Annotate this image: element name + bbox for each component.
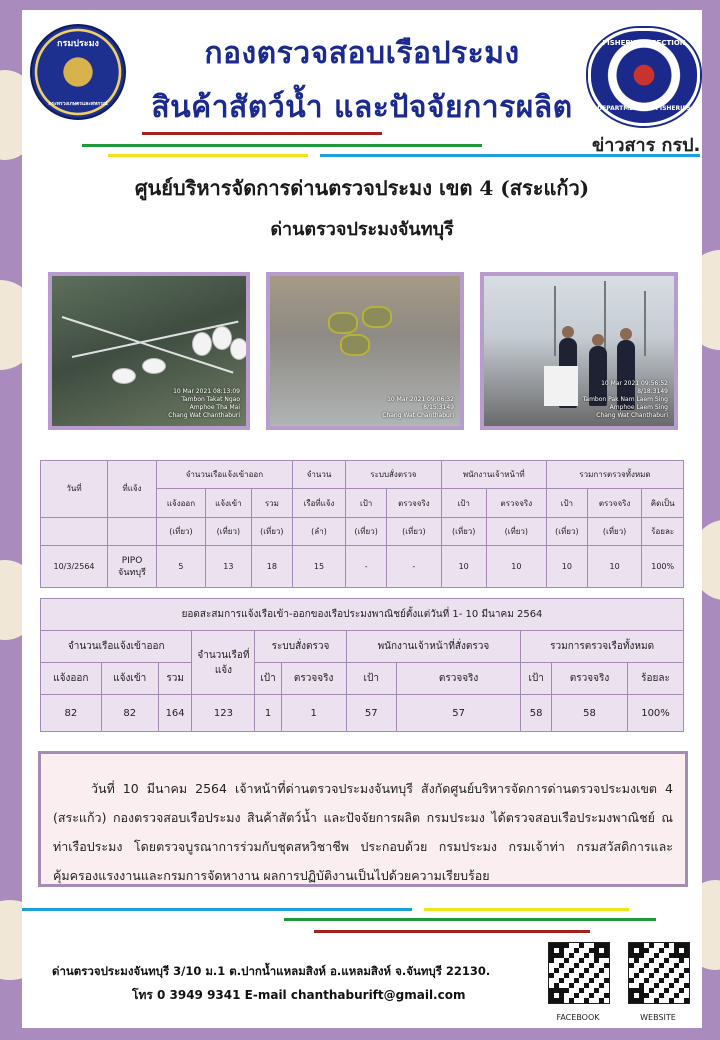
cell-sys-target: 1 [255, 695, 281, 732]
net-float [142, 358, 166, 374]
qr-module [684, 998, 689, 1003]
qr-module [639, 998, 644, 1003]
header-officer-group: พนักงานเจ้าหน้าที่ [441, 461, 546, 489]
qr-module [649, 988, 654, 993]
qr-module [674, 978, 679, 983]
photo-timestamp: 10 Mar 2021 08:13:09 Tambon Takat Ngao Amphoe Tha Mai Chang Wat Chanthaburi [168, 388, 240, 419]
qr-module [679, 958, 684, 963]
header-off-target: เป้า [441, 489, 486, 517]
cell-in: 82 [101, 695, 158, 732]
decor-line-red [142, 132, 382, 135]
qr-module [684, 953, 689, 958]
unit-cell: ร้อยละ [642, 517, 684, 545]
qr-module [659, 963, 664, 968]
qr-module [664, 943, 669, 948]
photo-inspection-team [480, 272, 678, 430]
logo-right-bottom-text: DEPARTMENT OF FISHERIES [597, 105, 691, 112]
unit-cell [108, 517, 157, 545]
cell-off-actual: 10 [486, 546, 546, 588]
qr-module [654, 953, 659, 958]
header-title-line1: กองตรวจสอบเรือประมง [204, 36, 520, 71]
checkpoint-title: ด่านตรวจประมงจันทบุรี [270, 219, 454, 240]
cell-tot-target: 58 [521, 695, 552, 732]
header-sys-actual: ตรวจจริง [387, 489, 442, 517]
qr-module [569, 998, 574, 1003]
unit-cell: (ลำ) [292, 517, 345, 545]
table-title-row [41, 599, 684, 631]
decor-line-yellow [108, 154, 308, 157]
header-tot-target: เป้า [521, 663, 552, 695]
header-percent: คิดเป็น [642, 489, 684, 517]
qr-module [659, 948, 664, 953]
table-header-row [41, 663, 684, 695]
header-sys-actual: ตรวจจริง [281, 663, 346, 695]
net-float [230, 338, 248, 360]
qr-module [664, 958, 669, 963]
qr-module [649, 943, 654, 948]
header-off-actual: ตรวจจริง [486, 489, 546, 517]
person-head [562, 326, 574, 338]
cell-in: 13 [205, 546, 251, 588]
qr-module [584, 998, 589, 1003]
header-in: แจ้งเข้า [205, 489, 251, 517]
qr-module [589, 993, 594, 998]
department-of-fisheries-logo [30, 24, 126, 120]
header-off-actual: ตรวจจริง [396, 663, 520, 695]
qr-module [574, 963, 579, 968]
header-count: จำนวน [292, 461, 345, 489]
qr-module [574, 978, 579, 983]
qr-module [659, 978, 664, 983]
cell-tot-actual: 10 [587, 546, 642, 588]
logo-right-top-text: FISHERY INSPECTION [602, 39, 686, 47]
cell-out: 5 [157, 546, 206, 588]
qr-module [594, 958, 599, 963]
boat-mast [554, 286, 556, 356]
cell-percent: 100% [628, 695, 684, 732]
table-header-row [41, 631, 684, 663]
qr-module [684, 983, 689, 988]
qr-module [559, 978, 564, 983]
cell-date: 10/3/2564 [41, 546, 108, 588]
footer-address: ด่านตรวจประมงจันทบุรี 3/10 ม.1 ต.ปากน้ำแหลมสิงห์ อ.แหลมสิงห์ จ.จันทบุรี 22130. [52, 964, 491, 978]
facebook-qr-label: FACEBOOK [556, 1013, 600, 1022]
cell-place-line1: PIPO [121, 555, 143, 566]
qr-module [674, 963, 679, 968]
unit-cell: (เที่ยว) [205, 517, 251, 545]
cell-tot-target: 10 [546, 546, 587, 588]
qr-module [649, 973, 654, 978]
qr-module [594, 988, 599, 993]
person-head [620, 328, 632, 340]
decor-line-green [82, 144, 482, 147]
header-total-group: รวมการตรวจเรือทั้งหมด [521, 631, 684, 663]
logo-left-top-text: กรมประมง [57, 39, 99, 49]
header-percent: ร้อยละ [628, 663, 684, 695]
cell-percent: 100% [642, 546, 684, 588]
facebook-qr-code[interactable] [548, 942, 610, 1004]
decor-line-green [284, 918, 656, 921]
qr-module [569, 953, 574, 958]
qr-module [634, 973, 639, 978]
qr-module [599, 983, 604, 988]
decor-line-blue [22, 908, 412, 911]
qr-module [664, 988, 669, 993]
header-total-group: รวมการตรวจทั้งหมด [546, 461, 683, 489]
qr-module [634, 958, 639, 963]
qr-module [564, 988, 569, 993]
qr-module [584, 983, 589, 988]
qr-module [564, 958, 569, 963]
header-date: วันที่ [41, 461, 108, 518]
cell-off-target: 10 [441, 546, 486, 588]
barrel [340, 334, 370, 356]
header-off-target: เป้า [346, 663, 396, 695]
qr-module [669, 983, 674, 988]
qr-module [579, 958, 584, 963]
unit-cell: (เที่ยว) [251, 517, 292, 545]
header-system-group: ระบบสั่งตรวจ [346, 461, 441, 489]
header-sys-target: เป้า [255, 663, 281, 695]
header-notify-group: จำนวนเรือแจ้งเข้าออก [157, 461, 293, 489]
qr-module [579, 988, 584, 993]
qr-module [604, 978, 609, 983]
qr-module [589, 978, 594, 983]
qr-module [579, 943, 584, 948]
table-units-row [41, 517, 684, 545]
header-place: ที่แจ้ง [108, 461, 157, 518]
qr-module [569, 983, 574, 988]
header-out: แจ้งออก [41, 663, 102, 695]
qr-module [559, 963, 564, 968]
unit-cell: (เที่ยว) [587, 517, 642, 545]
table-row [41, 546, 684, 588]
qr-module [629, 978, 634, 983]
header-officer-group: พนักงานเจ้าหน้าที่สั่งตรวจ [346, 631, 521, 663]
cumulative-table-title: ยอดสะสมการแจ้งเรือเข้า-ออกของเรือประมงพาณิชย์ตั้งแต่วันที่ 1- 10 มีนาคม 2564 [41, 599, 684, 631]
qr-module [604, 993, 609, 998]
header-title-line2: สินค้าสัตว์น้ำ และปัจจัยการผลิต [151, 90, 573, 125]
qr-module [644, 948, 649, 953]
header-tot-actual: ตรวจจริง [552, 663, 628, 695]
qr-module [629, 963, 634, 968]
header-in: แจ้งเข้า [101, 663, 158, 695]
fishery-inspection-logo [588, 28, 700, 126]
cell-sys-actual: - [387, 546, 442, 588]
boat-mast [644, 291, 646, 356]
qr-module [639, 968, 644, 973]
document-paper [544, 366, 578, 406]
photo-timestamp: 10 Mar 2021 09:06:32 8/15:3149 Chang Wat Chanthaburi [382, 396, 454, 419]
header-sum: รวม [158, 663, 192, 695]
decor-line-yellow [424, 908, 629, 911]
cell-sum: 18 [251, 546, 292, 588]
qr-module [664, 973, 669, 978]
qr-module [674, 993, 679, 998]
cell-out: 82 [41, 695, 102, 732]
qr-module [584, 953, 589, 958]
cell-off-actual: 57 [396, 695, 520, 732]
website-qr-code[interactable] [628, 942, 690, 1004]
photo-timestamp: 10 Mar 2021 09:56:52 8/18:3149 Tambon Pak Nam Laem Sing Amphoe Laem Sing Chang Wat Chanthaburi [582, 380, 668, 419]
header-out: แจ้งออก [157, 489, 206, 517]
content-sheet [22, 10, 702, 1028]
qr-module [644, 993, 649, 998]
cell-vessels: 123 [192, 695, 255, 732]
cell-sum: 164 [158, 695, 192, 732]
qr-module [549, 973, 554, 978]
unit-cell: (เที่ยว) [486, 517, 546, 545]
qr-module [599, 998, 604, 1003]
footer-contact: โทร 0 3949 9341 E-mail chanthaburift@gmail.com [132, 988, 466, 1002]
cumulative-inspection-table [40, 598, 684, 732]
qr-module [654, 968, 659, 973]
barrel [362, 306, 392, 328]
qr-module [569, 968, 574, 973]
qr-module [679, 973, 684, 978]
qr-module [554, 968, 559, 973]
cell-place-line2: จันทบุรี [118, 567, 146, 578]
qr-module [574, 993, 579, 998]
header-count2: เรือที่แจ้ง [292, 489, 345, 517]
qr-module [594, 973, 599, 978]
qr-module [669, 998, 674, 1003]
unit-cell: (เที่ยว) [387, 517, 442, 545]
header-sys-target: เป้า [346, 489, 387, 517]
cell-place [108, 546, 157, 588]
table-row [41, 695, 684, 732]
photo-fishing-net [48, 272, 250, 430]
header-system-group: ระบบสั่งตรวจ [255, 631, 346, 663]
photo-fish-hold [266, 272, 464, 430]
header-tot-target: เป้า [546, 489, 587, 517]
cell-off-target: 57 [346, 695, 396, 732]
qr-module [654, 983, 659, 988]
header-sum: รวม [251, 489, 292, 517]
qr-module [644, 978, 649, 983]
decor-line-red [314, 930, 590, 933]
qr-module [589, 963, 594, 968]
news-paragraph: วันที่ 10 มีนาคม 2564 เจ้าหน้าที่ด่านตรวจประมงจันทบุรี สังกัดศูนย์บริหารจัดการด่านตรวจประมงเขต 4 (สระแก้ว) กองตรวจสอบเรือประมง สินค้าสัตว์น้ำ และปัจจัยการผลิต กรมประมง ได้ตรวจสอบเรือประมงพาณิชย์ ณ ท่าเรือประมง โดยตรวจบูรณาการร่วมกับชุดสหวิชาชีพ ประกอบด้วย กรมประมง กรมเจ้าท่า กรมสวัสดิการและคุ้มครองแรงงานและกรมการจัดหางาน ผลการปฏิบัติงานเป็นไปด้วยความเรียบร้อย [38, 751, 688, 887]
cell-vessels: 15 [292, 546, 345, 588]
table-header-row [41, 461, 684, 489]
unit-cell [41, 517, 108, 545]
qr-module [604, 953, 609, 958]
qr-module [574, 948, 579, 953]
net-float [212, 326, 232, 350]
qr-module [669, 968, 674, 973]
qr-module [549, 958, 554, 963]
header-tot-actual: ตรวจจริง [587, 489, 642, 517]
qr-module [659, 993, 664, 998]
center-title: ศูนย์บริหารจัดการด่านตรวจประมง เขต 4 (สระแก้ว) [134, 176, 590, 200]
qr-module [639, 953, 644, 958]
qr-module [579, 973, 584, 978]
logo-left-bottom-text: กระทรวงเกษตรและสหกรณ์ [48, 101, 108, 107]
cell-sys-actual: 1 [281, 695, 346, 732]
qr-module [564, 973, 569, 978]
qr-module [604, 963, 609, 968]
qr-module [644, 963, 649, 968]
net-float [192, 332, 212, 356]
cell-sys-target: - [346, 546, 387, 588]
daily-inspection-table [40, 460, 684, 588]
qr-module [649, 958, 654, 963]
news-tag: ข่าวสาร กรป. [592, 135, 701, 156]
qr-module [584, 968, 589, 973]
qr-module [559, 998, 564, 1003]
header-notify-group: จำนวนเรือแจ้งเข้าออก [41, 631, 192, 663]
person-head [592, 334, 604, 346]
unit-cell: (เที่ยว) [346, 517, 387, 545]
cell-tot-actual: 58 [552, 695, 628, 732]
qr-module [684, 968, 689, 973]
net-float [112, 368, 136, 384]
unit-cell: (เที่ยว) [546, 517, 587, 545]
unit-cell: (เที่ยว) [157, 517, 206, 545]
unit-cell: (เที่ยว) [441, 517, 486, 545]
qr-module [679, 988, 684, 993]
barrel [328, 312, 358, 334]
qr-module [654, 998, 659, 1003]
website-qr-label: WEBSITE [640, 1013, 676, 1022]
qr-module [564, 943, 569, 948]
qr-module [599, 968, 604, 973]
header-vessels: จำนวนเรือที่แจ้ง [192, 631, 255, 695]
